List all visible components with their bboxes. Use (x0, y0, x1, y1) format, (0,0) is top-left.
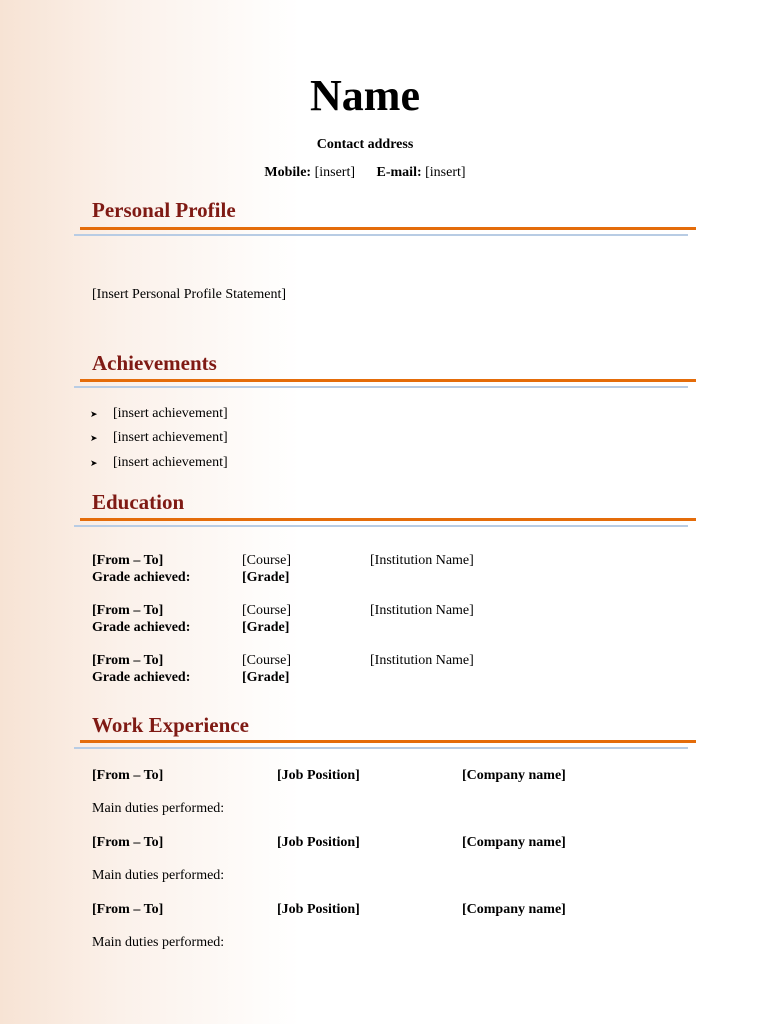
mobile-label: Mobile: (264, 165, 312, 180)
section-rule-blue (74, 525, 688, 527)
bullet-arrow-icon: ➤ (90, 409, 98, 419)
section-heading-achievements: Achievements (92, 351, 217, 375)
contact-address: Contact address (316, 137, 414, 152)
work-duties: Main duties performed: (92, 868, 225, 883)
work-duties: Main duties performed: (92, 935, 225, 950)
work-position: [Job Position] (277, 835, 360, 850)
bullet-arrow-icon: ➤ (90, 458, 98, 468)
section-rule-orange (80, 740, 696, 743)
achievement-item: [insert achievement] (113, 455, 228, 470)
section-heading-profile: Personal Profile (92, 198, 236, 222)
section-heading-work: Work Experience (92, 713, 249, 737)
email-value: [insert] (425, 165, 466, 180)
education-course: [Course] (242, 553, 291, 568)
education-grade-label: Grade achieved: (92, 570, 191, 585)
section-rule-blue (74, 386, 688, 388)
work-duties: Main duties performed: (92, 801, 225, 816)
email-label: E-mail: (376, 165, 422, 180)
achievement-item: [insert achievement] (113, 406, 228, 421)
education-dates: [From – To] (92, 653, 164, 668)
achievement-item: [insert achievement] (113, 430, 228, 445)
education-grade: [Grade] (242, 620, 290, 635)
education-institution: [Institution Name] (370, 653, 474, 668)
profile-statement: [Insert Personal Profile Statement] (92, 287, 287, 302)
bullet-arrow-icon: ➤ (90, 433, 98, 443)
section-heading-education: Education (92, 490, 185, 514)
work-dates: [From – To] (92, 768, 164, 783)
work-dates: [From – To] (92, 902, 164, 917)
education-grade: [Grade] (242, 670, 290, 685)
education-grade: [Grade] (242, 570, 290, 585)
contact-line (0, 164, 730, 182)
work-position: [Job Position] (277, 902, 360, 917)
section-rule-orange (80, 518, 696, 521)
work-company: [Company name] (462, 768, 566, 783)
education-institution: [Institution Name] (370, 603, 474, 618)
education-dates: [From – To] (92, 553, 164, 568)
cv-name: Name (310, 71, 420, 120)
work-dates: [From – To] (92, 835, 164, 850)
section-rule-blue (74, 747, 688, 749)
mobile-value: [insert] (314, 165, 356, 180)
education-grade-label: Grade achieved: (92, 620, 191, 635)
education-course: [Course] (242, 603, 291, 618)
work-company: [Company name] (462, 835, 566, 850)
section-rule-orange (80, 227, 696, 230)
section-rule-blue (74, 234, 688, 236)
education-grade-label: Grade achieved: (92, 670, 191, 685)
education-dates: [From – To] (92, 603, 164, 618)
education-course: [Course] (242, 653, 291, 668)
work-position: [Job Position] (277, 768, 360, 783)
section-rule-orange (80, 379, 696, 382)
education-institution: [Institution Name] (370, 553, 474, 568)
work-company: [Company name] (462, 902, 566, 917)
